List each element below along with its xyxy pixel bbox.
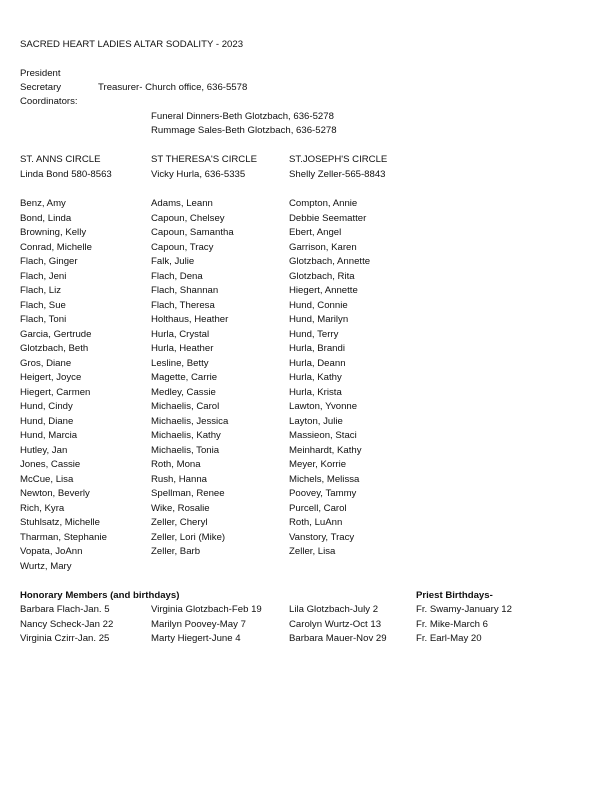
list-item: Layton, Julie bbox=[289, 415, 343, 427]
list-item: Rich, Kyra bbox=[20, 502, 65, 514]
list-item: Flach, Ginger bbox=[20, 256, 78, 267]
list-item: Hurla, Heather bbox=[151, 343, 214, 354]
list-item: Carolyn Wurtz-Oct 13 bbox=[289, 618, 382, 630]
list-item: Hurla, Brandi bbox=[289, 343, 345, 354]
member-list-st-anns bbox=[20, 197, 107, 574]
list-item: Glotzbach, Annette bbox=[289, 256, 371, 267]
list-item: Garrison, Karen bbox=[289, 241, 357, 253]
list-item: Hund, Connie bbox=[289, 299, 348, 311]
funeral-dinners-coordinator: Funeral Dinners-Beth Glotzbach, 636-5278 bbox=[151, 111, 334, 122]
circle-leader-st-josephs: Shelly Zeller-565-8843 bbox=[289, 169, 386, 180]
honorary-list-2 bbox=[151, 603, 262, 647]
list-item: Adams, Leann bbox=[151, 198, 213, 209]
list-item: Flach, Sue bbox=[20, 299, 66, 311]
list-item: Zeller, Cheryl bbox=[151, 517, 208, 528]
list-item: Hurla, Krista bbox=[289, 386, 342, 398]
list-item: Flach, Theresa bbox=[151, 299, 215, 311]
list-item: Meinhardt, Kathy bbox=[289, 444, 362, 456]
list-item: Marty Hiegert-June 4 bbox=[151, 633, 241, 644]
member-list-st-josephs bbox=[289, 197, 370, 560]
list-item: Falk, Julie bbox=[151, 256, 195, 267]
list-item: Capoun, Tracy bbox=[151, 241, 214, 253]
list-item: Browning, Kelly bbox=[20, 227, 87, 238]
list-item: Virginia Glotzbach-Feb 19 bbox=[151, 604, 262, 615]
list-item: Zeller, Lori (Mike) bbox=[151, 531, 226, 543]
list-item: Glotzbach, Beth bbox=[20, 343, 89, 354]
list-item: Benz, Amy bbox=[20, 198, 66, 209]
list-item: Bond, Linda bbox=[20, 212, 72, 224]
list-item: Nancy Scheck-Jan 22 bbox=[20, 618, 114, 630]
list-item: Flach, Liz bbox=[20, 285, 62, 296]
list-item: Debbie Seematter bbox=[289, 212, 367, 224]
treasurer-info: Treasurer- Church office, 636-5578 bbox=[98, 82, 248, 93]
priest-birthdays-list bbox=[416, 603, 512, 647]
secretary-label: Secretary bbox=[20, 82, 62, 93]
list-item: Rush, Hanna bbox=[151, 473, 207, 485]
list-item: Virginia Czirr-Jan. 25 bbox=[20, 633, 110, 644]
list-item: Marilyn Poovey-May 7 bbox=[151, 618, 246, 630]
list-item: Tharman, Stephanie bbox=[20, 531, 107, 543]
list-item: Hund, Cindy bbox=[20, 401, 73, 412]
list-item: Hund, Terry bbox=[289, 328, 339, 340]
list-item: Newton, Beverly bbox=[20, 488, 90, 499]
list-item: Hund, Marilyn bbox=[289, 314, 349, 325]
list-item: Purcell, Carol bbox=[289, 502, 347, 514]
list-item: Gros, Diane bbox=[20, 357, 72, 369]
list-item: Ebert, Angel bbox=[289, 227, 342, 238]
list-item: Poovey, Tammy bbox=[289, 488, 357, 499]
list-item: Zeller, Lisa bbox=[289, 546, 336, 557]
list-item: Compton, Annie bbox=[289, 198, 358, 209]
list-item: Stuhlsatz, Michelle bbox=[20, 517, 100, 528]
list-item: Hurla, Deann bbox=[289, 357, 346, 369]
list-item: Capoun, Chelsey bbox=[151, 212, 225, 224]
list-item: Capoun, Samantha bbox=[151, 227, 234, 238]
list-item: Flach, Toni bbox=[20, 314, 67, 325]
honorary-list-1 bbox=[20, 603, 113, 647]
list-item: Michaelis, Tonia bbox=[151, 444, 220, 456]
list-item: Magette, Carrie bbox=[151, 372, 218, 383]
list-item: Barbara Flach-Jan. 5 bbox=[20, 604, 110, 615]
list-item: Fr. Swamy-January 12 bbox=[416, 604, 512, 615]
list-item: Massieon, Staci bbox=[289, 430, 357, 441]
document-title: SACRED HEART LADIES ALTAR SODALITY - 2023 bbox=[20, 39, 244, 50]
list-item: Lila Glotzbach-July 2 bbox=[289, 604, 379, 615]
list-item: Vanstory, Tracy bbox=[289, 531, 355, 543]
circle-name-st-anns: ST. ANNS CIRCLE bbox=[20, 154, 101, 165]
list-item: Fr. Mike-March 6 bbox=[416, 618, 488, 630]
honorary-list-3 bbox=[289, 603, 387, 647]
list-item: Medley, Cassie bbox=[151, 386, 216, 398]
list-item: McCue, Lisa bbox=[20, 473, 74, 485]
list-item: Lesline, Betty bbox=[151, 357, 209, 369]
list-item: Roth, Mona bbox=[151, 459, 201, 470]
circle-leader-st-theresas: Vicky Hurla, 636-5335 bbox=[151, 169, 246, 180]
list-item: Hund, Marcia bbox=[20, 430, 78, 441]
circle-name-st-theresas: ST THERESA'S CIRCLE bbox=[151, 154, 257, 165]
honorary-heading: Honorary Members (and birthdays) bbox=[20, 590, 180, 601]
list-item: Jones, Cassie bbox=[20, 459, 81, 470]
rummage-sales-coordinator: Rummage Sales-Beth Glotzbach, 636-5278 bbox=[151, 125, 337, 136]
list-item: Zeller, Barb bbox=[151, 546, 201, 557]
list-item: Vopata, JoAnn bbox=[20, 546, 83, 557]
list-item: Lawton, Yvonne bbox=[289, 401, 358, 412]
list-item: Garcia, Gertrude bbox=[20, 328, 92, 340]
list-item: Hiegert, Annette bbox=[289, 285, 358, 296]
list-item: Wike, Rosalie bbox=[151, 502, 210, 514]
list-item: Heigert, Joyce bbox=[20, 372, 82, 383]
circle-leader-st-anns: Linda Bond 580-8563 bbox=[20, 169, 112, 180]
member-list-st-theresas bbox=[151, 197, 234, 560]
list-item: Flach, Jeni bbox=[20, 270, 67, 282]
list-item: Hurla, Crystal bbox=[151, 328, 210, 340]
list-item: Hund, Diane bbox=[20, 415, 74, 427]
list-item: Conrad, Michelle bbox=[20, 241, 92, 253]
list-item: Flach, Shannan bbox=[151, 285, 219, 296]
list-item: Roth, LuAnn bbox=[289, 517, 343, 528]
list-item: Hurla, Kathy bbox=[289, 372, 342, 383]
list-item: Michaelis, Jessica bbox=[151, 415, 229, 427]
circle-name-st-josephs: ST.JOSEPH'S CIRCLE bbox=[289, 154, 388, 165]
list-item: Michaelis, Carol bbox=[151, 401, 220, 412]
list-item: Michaelis, Kathy bbox=[151, 430, 221, 441]
list-item: Glotzbach, Rita bbox=[289, 270, 355, 282]
list-item: Holthaus, Heather bbox=[151, 314, 229, 325]
list-item: Hutley, Jan bbox=[20, 444, 68, 456]
list-item: Hiegert, Carmen bbox=[20, 386, 91, 398]
list-item: Meyer, Korrie bbox=[289, 459, 347, 470]
list-item: Barbara Mauer-Nov 29 bbox=[289, 633, 387, 644]
list-item: Michels, Melissa bbox=[289, 473, 360, 485]
priest-birthdays-heading: Priest Birthdays- bbox=[416, 590, 493, 601]
list-item: Spellman, Renee bbox=[151, 488, 225, 499]
list-item: Flach, Dena bbox=[151, 270, 203, 282]
list-item: Wurtz, Mary bbox=[20, 560, 72, 572]
coordinators-label: Coordinators: bbox=[20, 96, 78, 107]
list-item: Fr. Earl-May 20 bbox=[416, 633, 482, 644]
president-label: President bbox=[20, 68, 61, 79]
